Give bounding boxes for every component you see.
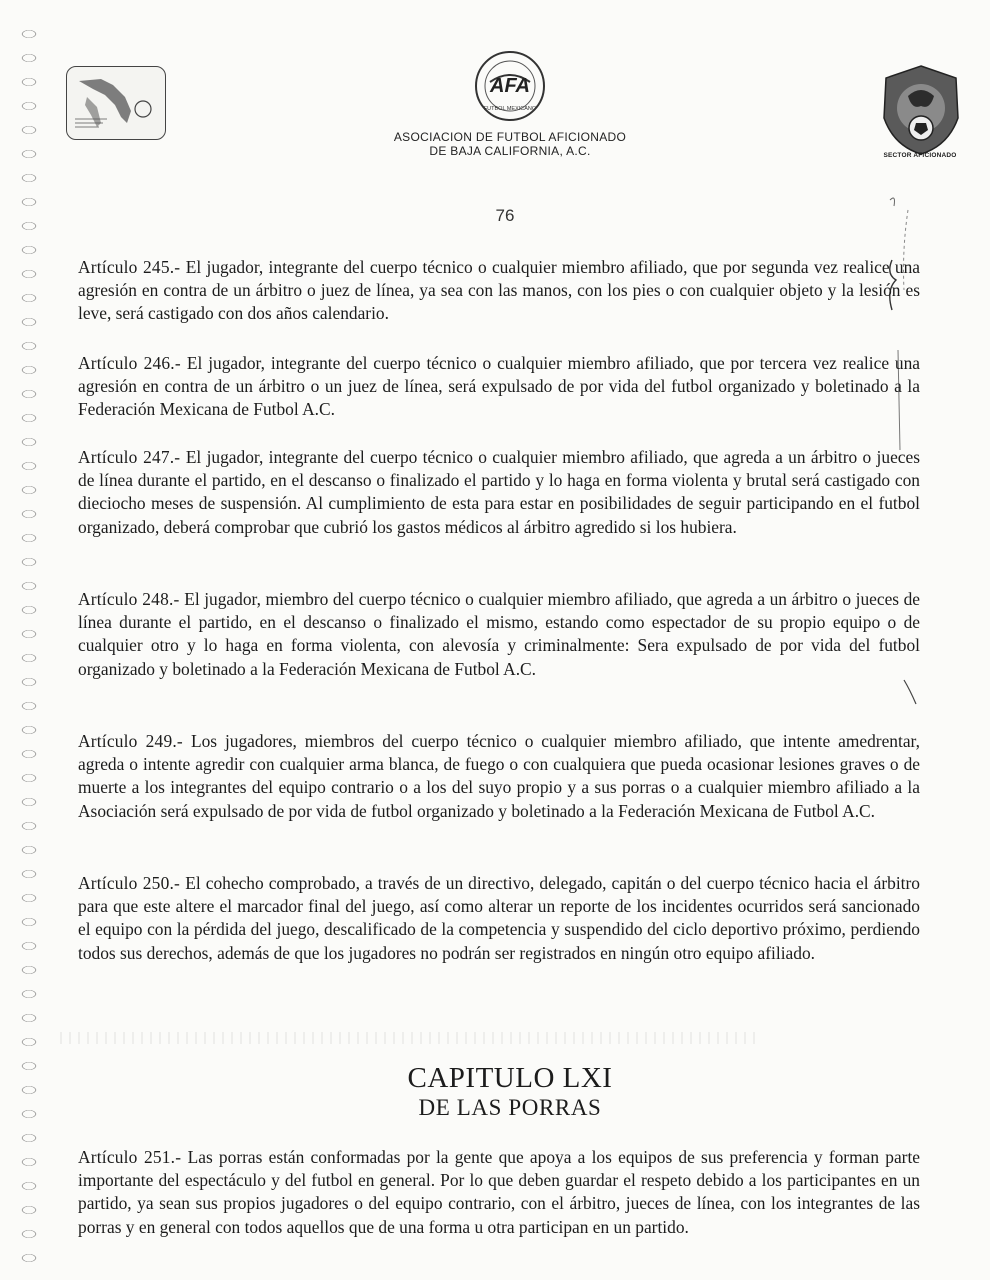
- article-245: [78, 256, 920, 326]
- article-text: Las porras están conformadas por la gente que apoya a los equipos de sus preferencia y forman parte importante del espectáculo y del futbol en general. Por lo que deben guardar el respeto debido a los participantes en un partido, ya sean sus propios jugadores o del equipo contrario, con el árbitro, jueces de línea, con los integrantes de las porras y en general con todos aquellos que de una forma u otra participan en un partido.: [78, 1147, 920, 1237]
- article-label: Artículo 245.-: [78, 257, 186, 277]
- article-text: El jugador, integrante del cuerpo técnico o cualquier miembro afiliado, que por tercera vez realice una agresión en contra de un árbitro o un juez de línea, será expulsado de por vida del futbol organizado y boletinado a la Federación Mexicana de Futbol A.C.: [78, 353, 920, 420]
- article-text: El jugador, integrante del cuerpo técnico o cualquier miembro afiliado, que por segunda vez realice una agresión en contra de un árbitro o juez de línea, ya sea con las manos, con los pies o con cualquier objeto y la lesión es leve, será castigado con dos años calendario.: [78, 257, 921, 324]
- article-247: [78, 446, 920, 539]
- article-246: [78, 352, 920, 422]
- article-248: [78, 588, 920, 681]
- afa-logo-icon: [470, 46, 550, 126]
- article-label: Artículo 248.-: [78, 589, 185, 609]
- article-label: Artículo 250.-: [78, 873, 186, 893]
- association-line-1: ASOCIACION DE FUTBOL AFICIONADO: [393, 130, 627, 144]
- article-label: Artículo 247.-: [78, 447, 186, 467]
- association-line-2: DE BAJA CALIFORNIA, A.C.: [429, 144, 591, 158]
- chapter-title: CAPITULO LXI: [407, 1062, 613, 1094]
- page-number: 76: [495, 206, 515, 225]
- letterhead: [0, 0, 990, 200]
- article-249: [78, 730, 920, 823]
- logo-text: AFA: [490, 75, 530, 97]
- logo-ring-text: FUTBOL MEXICANO: [483, 106, 537, 112]
- chapter-heading: [300, 1062, 720, 1122]
- association-name: [300, 130, 720, 158]
- article-text: Los jugadores, miembros del cuerpo técnico o cualquier miembro afiliado, que intente amedrentar, agreda o intente agredir con cualquier arma blanca, de fuego o con cualquiera que pueda ocasionar lesiones graves o de muerte a los integrantes del equipo contrario o a los del suyo propio y a sus porras o a cualquier miembro afiliado a la Asociación será expulsado de por vida de futbol organizado y boletinado a la Federación Mexicana de Futbol A.C.: [78, 731, 920, 821]
- article-text: El cohecho comprobado, a través de un directivo, delegado, capitán o del cuerpo técnico hacia el árbitro para que este altere el marcador final del juego, así como alterar un reporte de los incidentes ocurridos será sancionado el equipo con la pérdida del juego, descalificado de la competencia y suspendido del ciclo deportivo próximo, perdiendo todos sus derechos, además de que los jugadores no podrán ser registrados en ningún otro equipo afiliado.: [78, 873, 920, 963]
- spiral-binding: [18, 30, 40, 1270]
- article-251: [78, 1146, 920, 1239]
- scan-smudge: [60, 1032, 760, 1044]
- article-text: El jugador, integrante del cuerpo técnico o cualquier miembro afiliado, que agreda a un árbitro o jueces de línea durante el partido, en el descanso o finalizado el partido y lo haga en forma violenta y brutal será castigado con dieciocho meses de suspensión. Al cumplimiento de esta para estar en posibilidades de seguir participando en el futbol organizado, deberá comprobar que cubrió los gastos médicos al árbitro agredido si los hubiera.: [78, 447, 921, 537]
- article-label: Artículo 246.-: [78, 353, 187, 373]
- article-label: Artículo 249.-: [78, 731, 191, 751]
- chapter-subtitle: DE LAS PORRAS: [418, 1095, 602, 1120]
- article-label: Artículo 251.-: [78, 1147, 188, 1167]
- article-text: El jugador, miembro del cuerpo técnico o cualquier miembro afiliado, que agreda a un árbitro o jueces de línea durante el partido, en el descanso o finalizado el mismo, estando como espectador de su propio equipo o de cualquier otro y lo haga en forma violenta, con alevosía y criminalmente: Sera expulsado de por vida del futbol organizado y boletinado a la Federación Mexicana de Futbol A.C.: [78, 589, 921, 679]
- baja-california-map-logo: [66, 66, 166, 140]
- article-250: [78, 872, 920, 965]
- federation-seal-icon: [878, 62, 964, 158]
- seal-caption: SECTOR AFICIONADO: [883, 152, 957, 159]
